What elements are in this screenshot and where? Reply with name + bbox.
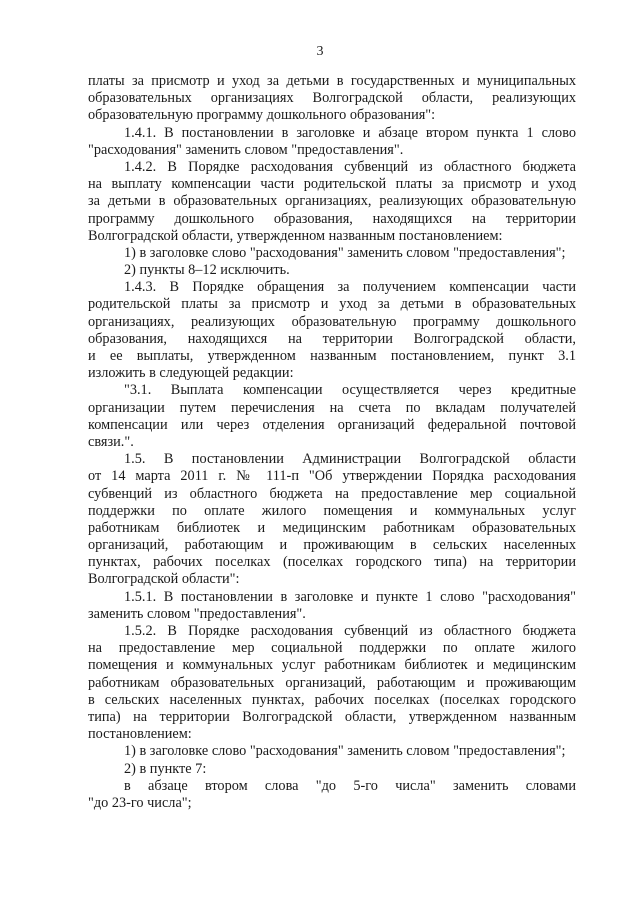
text-line: 1.5.1. В постановлении в заголовке и пункте 1 слово "расходования" xyxy=(124,588,576,605)
text-line: 1) в заголовке слово "расходования" заменить словом "предоставления"; xyxy=(124,743,566,760)
text-line: типа) на территории Волгоградской области, утвержденном названным xyxy=(88,708,576,725)
text-line: организациях, реализующих образовательную программу дошкольного xyxy=(88,313,576,330)
text-line: постановлением: xyxy=(88,726,192,743)
text-line: "расходования" заменить словом "предоставления". xyxy=(88,141,404,158)
text-line: на выплату компенсации части родительской платы за присмотр и уход xyxy=(88,176,576,193)
text-line: и ее выплаты, утвержденном названным постановлением, пункт 3.1 xyxy=(88,348,576,364)
text-line: программу дошкольного образования, находящихся на территории xyxy=(88,210,576,227)
page-number: 3 xyxy=(316,44,324,59)
document-body xyxy=(88,73,576,812)
text-line: 1.5.2. В Порядке расходования субвенций из областного бюджета xyxy=(124,623,576,639)
text-line: работникам библиотек и медицинским работникам образовательных xyxy=(88,519,576,536)
text-line: 2) пункты 8–12 исключить. xyxy=(124,262,290,279)
text-line: 1) в заголовке слово "расходования" заменить словом "предоставления"; xyxy=(124,244,566,261)
text-line: помещения и коммунальных услуг работникам библиотек и медицинским xyxy=(88,657,576,674)
text-line: образовательную программу дошкольного образования": xyxy=(88,107,436,124)
text-line: Волгоградской области, утвержденном названным постановлением: xyxy=(88,227,503,244)
text-line: "до 23-го числа"; xyxy=(88,794,192,811)
text-line: "3.1. Выплата компенсации осуществляется через кредитные xyxy=(124,382,576,399)
text-line: 1.4.2. В Порядке расходования субвенций из областного бюджета xyxy=(124,158,576,175)
text-line: родительской платы за присмотр и уход за детьми в образовательных xyxy=(88,296,576,313)
text-line: платы за присмотр и уход за детьми в государственных и муниципальных xyxy=(88,73,576,89)
text-line: организации путем перечисления на счета по вкладам получателей xyxy=(88,399,576,416)
text-line: пунктах, рабочих поселках (поселках городского типа) на территории xyxy=(88,554,576,571)
text-line: образовательных организациях Волгоградской области, реализующих xyxy=(88,90,576,107)
text-line: 1.5. В постановлении Администрации Волгоградской области xyxy=(124,451,576,468)
text-line: субвенций из областного бюджета на предоставление мер социальной xyxy=(88,485,576,502)
text-line: 1.4.1. В постановлении в заголовке и абзаце втором пункта 1 слово xyxy=(124,124,576,141)
text-line: поддержки по оплате жилого помещения и коммунальных услуг xyxy=(88,502,576,519)
text-line: 1.4.3. В Порядке обращения за получением компенсации части xyxy=(124,279,576,296)
text-line: за детьми в образовательных организациях, реализующих образовательную xyxy=(88,193,576,210)
text-line: связи.". xyxy=(88,433,134,450)
text-line: в сельских населенных пунктах, рабочих поселках (поселках городского xyxy=(88,691,576,708)
text-line: 2) в пункте 7: xyxy=(124,760,207,777)
text-line: заменить словом "предоставления". xyxy=(88,605,306,622)
text-line: образования, находящихся на территории Волгоградской области, xyxy=(88,330,576,347)
text-line: в абзаце втором слова "до 5-го числа" заменить словами xyxy=(124,777,576,794)
text-line: изложить в следующей редакции: xyxy=(88,365,294,382)
text-line: на предоставление мер социальной поддержки по оплате жилого xyxy=(88,640,576,657)
text-line: работникам образовательных организаций, работающим и проживающим xyxy=(88,674,576,691)
text-line: компенсации или через отделения организаций федеральной почтовой xyxy=(88,416,576,433)
text-line: организаций, работающим и проживающим в сельских населенных xyxy=(88,537,576,554)
text-line: Волгоградской области": xyxy=(88,571,240,588)
text-line: от 14 марта 2011 г. № 111-п "Об утверждении Порядка расходования xyxy=(88,468,576,485)
